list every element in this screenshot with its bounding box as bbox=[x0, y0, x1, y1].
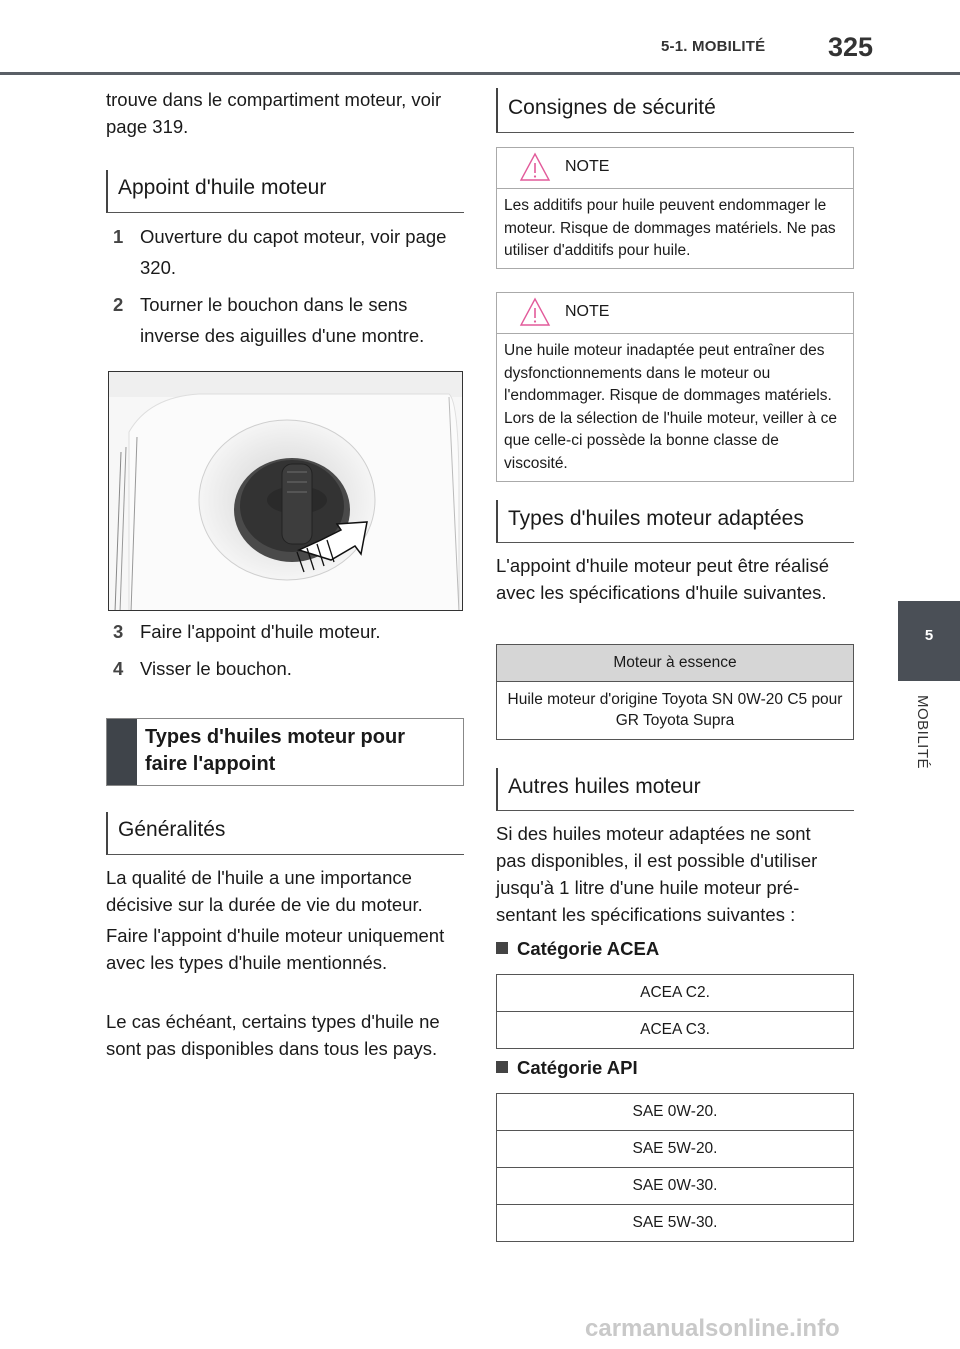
heading-generalites: Généralités bbox=[106, 812, 464, 855]
note-label: NOTE bbox=[565, 158, 610, 175]
step-number: 3 bbox=[113, 621, 124, 642]
table-cell: SAE 0W-30. bbox=[497, 1167, 853, 1204]
step-text: Faire l'appoint d'huile moteur. bbox=[140, 621, 381, 642]
step-3 bbox=[113, 616, 450, 647]
step-number: 1 bbox=[113, 226, 124, 247]
title-box-bar bbox=[107, 719, 137, 785]
note-box-additives bbox=[496, 147, 854, 269]
step-number: 2 bbox=[113, 294, 124, 315]
heading-suitable-types: Types d'huiles moteur adaptées bbox=[496, 500, 854, 543]
section-title: 5-1. MOBILITÉ bbox=[661, 38, 766, 55]
api-heading-text: Catégorie API bbox=[517, 1057, 638, 1078]
step-text: Ouverture du capot moteur, voir page 320. bbox=[140, 226, 447, 278]
paragraph-availability: Le cas échéant, certains types d'huile ne sont pas disponibles dans tous les pays. bbox=[106, 1011, 440, 1059]
oil-types-title-box bbox=[106, 718, 464, 786]
paragraph-only-types: Faire l'appoint d'huile moteur uniquement avec les types d'huile mentionnés. bbox=[106, 925, 445, 973]
note-box-viscosity bbox=[496, 292, 854, 482]
note-text: Les additifs pour huile peuvent endommager le moteur. Risque de dommages matériels. Ne pas utiliser d'additifs pour huile. bbox=[504, 197, 836, 259]
paragraph-quality: La qualité de l'huile a une importance décisive sur la durée de vie du moteur. bbox=[106, 867, 423, 915]
heading-safety: Consignes de sécurité bbox=[496, 88, 854, 133]
table-cell: Huile moteur d'origine Toyota SN 0W-20 C5 pour GR Toyota Supra bbox=[497, 681, 853, 739]
step-4 bbox=[113, 653, 450, 684]
bullet-square-icon bbox=[496, 1061, 508, 1073]
acea-heading bbox=[496, 938, 659, 960]
table-cell: SAE 0W-20. bbox=[632, 1103, 718, 1120]
step-number: 4 bbox=[113, 658, 124, 679]
heading-appoint: Appoint d'huile moteur bbox=[106, 170, 464, 213]
heading-other-oils: Autres huiles moteur bbox=[496, 768, 854, 811]
table-cell: ACEA C3. bbox=[497, 1011, 853, 1048]
table-acea bbox=[496, 974, 854, 1049]
page-number: 325 bbox=[828, 32, 874, 62]
table-petrol-engine bbox=[496, 644, 854, 740]
warning-icon bbox=[519, 152, 551, 182]
chapter-tab[interactable]: 5 bbox=[898, 601, 960, 681]
note-header bbox=[497, 148, 853, 189]
table-header-cell: Moteur à essence bbox=[497, 645, 853, 681]
intro-text: trouve dans le compartiment moteur, voir page 319. bbox=[106, 89, 442, 137]
watermark: carmanualsonline.info bbox=[585, 1315, 840, 1342]
note-header bbox=[497, 293, 853, 334]
bullet-square-icon bbox=[496, 942, 508, 954]
note-text: Une huile moteur inadaptée peut entraîner des dysfonctionnements dans le moteur ou l'endommager. Risque de dommages matériels. Lors de la sélection de l'huile moteur, veiller à ce que celle-ci possède la bonne classe de viscosité. bbox=[504, 342, 837, 472]
note-label: NOTE bbox=[565, 303, 610, 320]
oil-types-title: Types d'huiles moteur pour faire l'appoint bbox=[145, 726, 405, 775]
acea-heading-text: Catégorie ACEA bbox=[517, 938, 660, 959]
step-2 bbox=[113, 289, 460, 351]
oil-filler-cap-illustration bbox=[109, 372, 463, 611]
table-cell: ACEA C2. bbox=[640, 984, 710, 1001]
table-cell: SAE 5W-30. bbox=[497, 1204, 853, 1241]
oil-cap-figure bbox=[108, 371, 463, 611]
warning-icon bbox=[519, 297, 551, 327]
step-text: Visser le bouchon. bbox=[140, 658, 292, 679]
table-api bbox=[496, 1093, 854, 1242]
step-text: Tourner le bouchon dans le sens inverse des aiguilles d'une montre. bbox=[140, 294, 425, 346]
header-rule bbox=[0, 72, 960, 75]
paragraph-other-oils: Si des huiles moteur adaptées ne sont pas disponibles, il est possible d'utiliser jusqu'à 1 litre d'une huile moteur présentant les spécifications suivantes : bbox=[496, 823, 818, 925]
chapter-label: MOBILITÉ bbox=[914, 695, 931, 770]
paragraph-suitable-types: L'appoint d'huile moteur peut être réalisé avec les spécifications d'huile suivantes. bbox=[496, 555, 830, 603]
table-cell: SAE 5W-20. bbox=[497, 1130, 853, 1167]
api-heading bbox=[496, 1057, 638, 1079]
step-1 bbox=[113, 221, 450, 283]
